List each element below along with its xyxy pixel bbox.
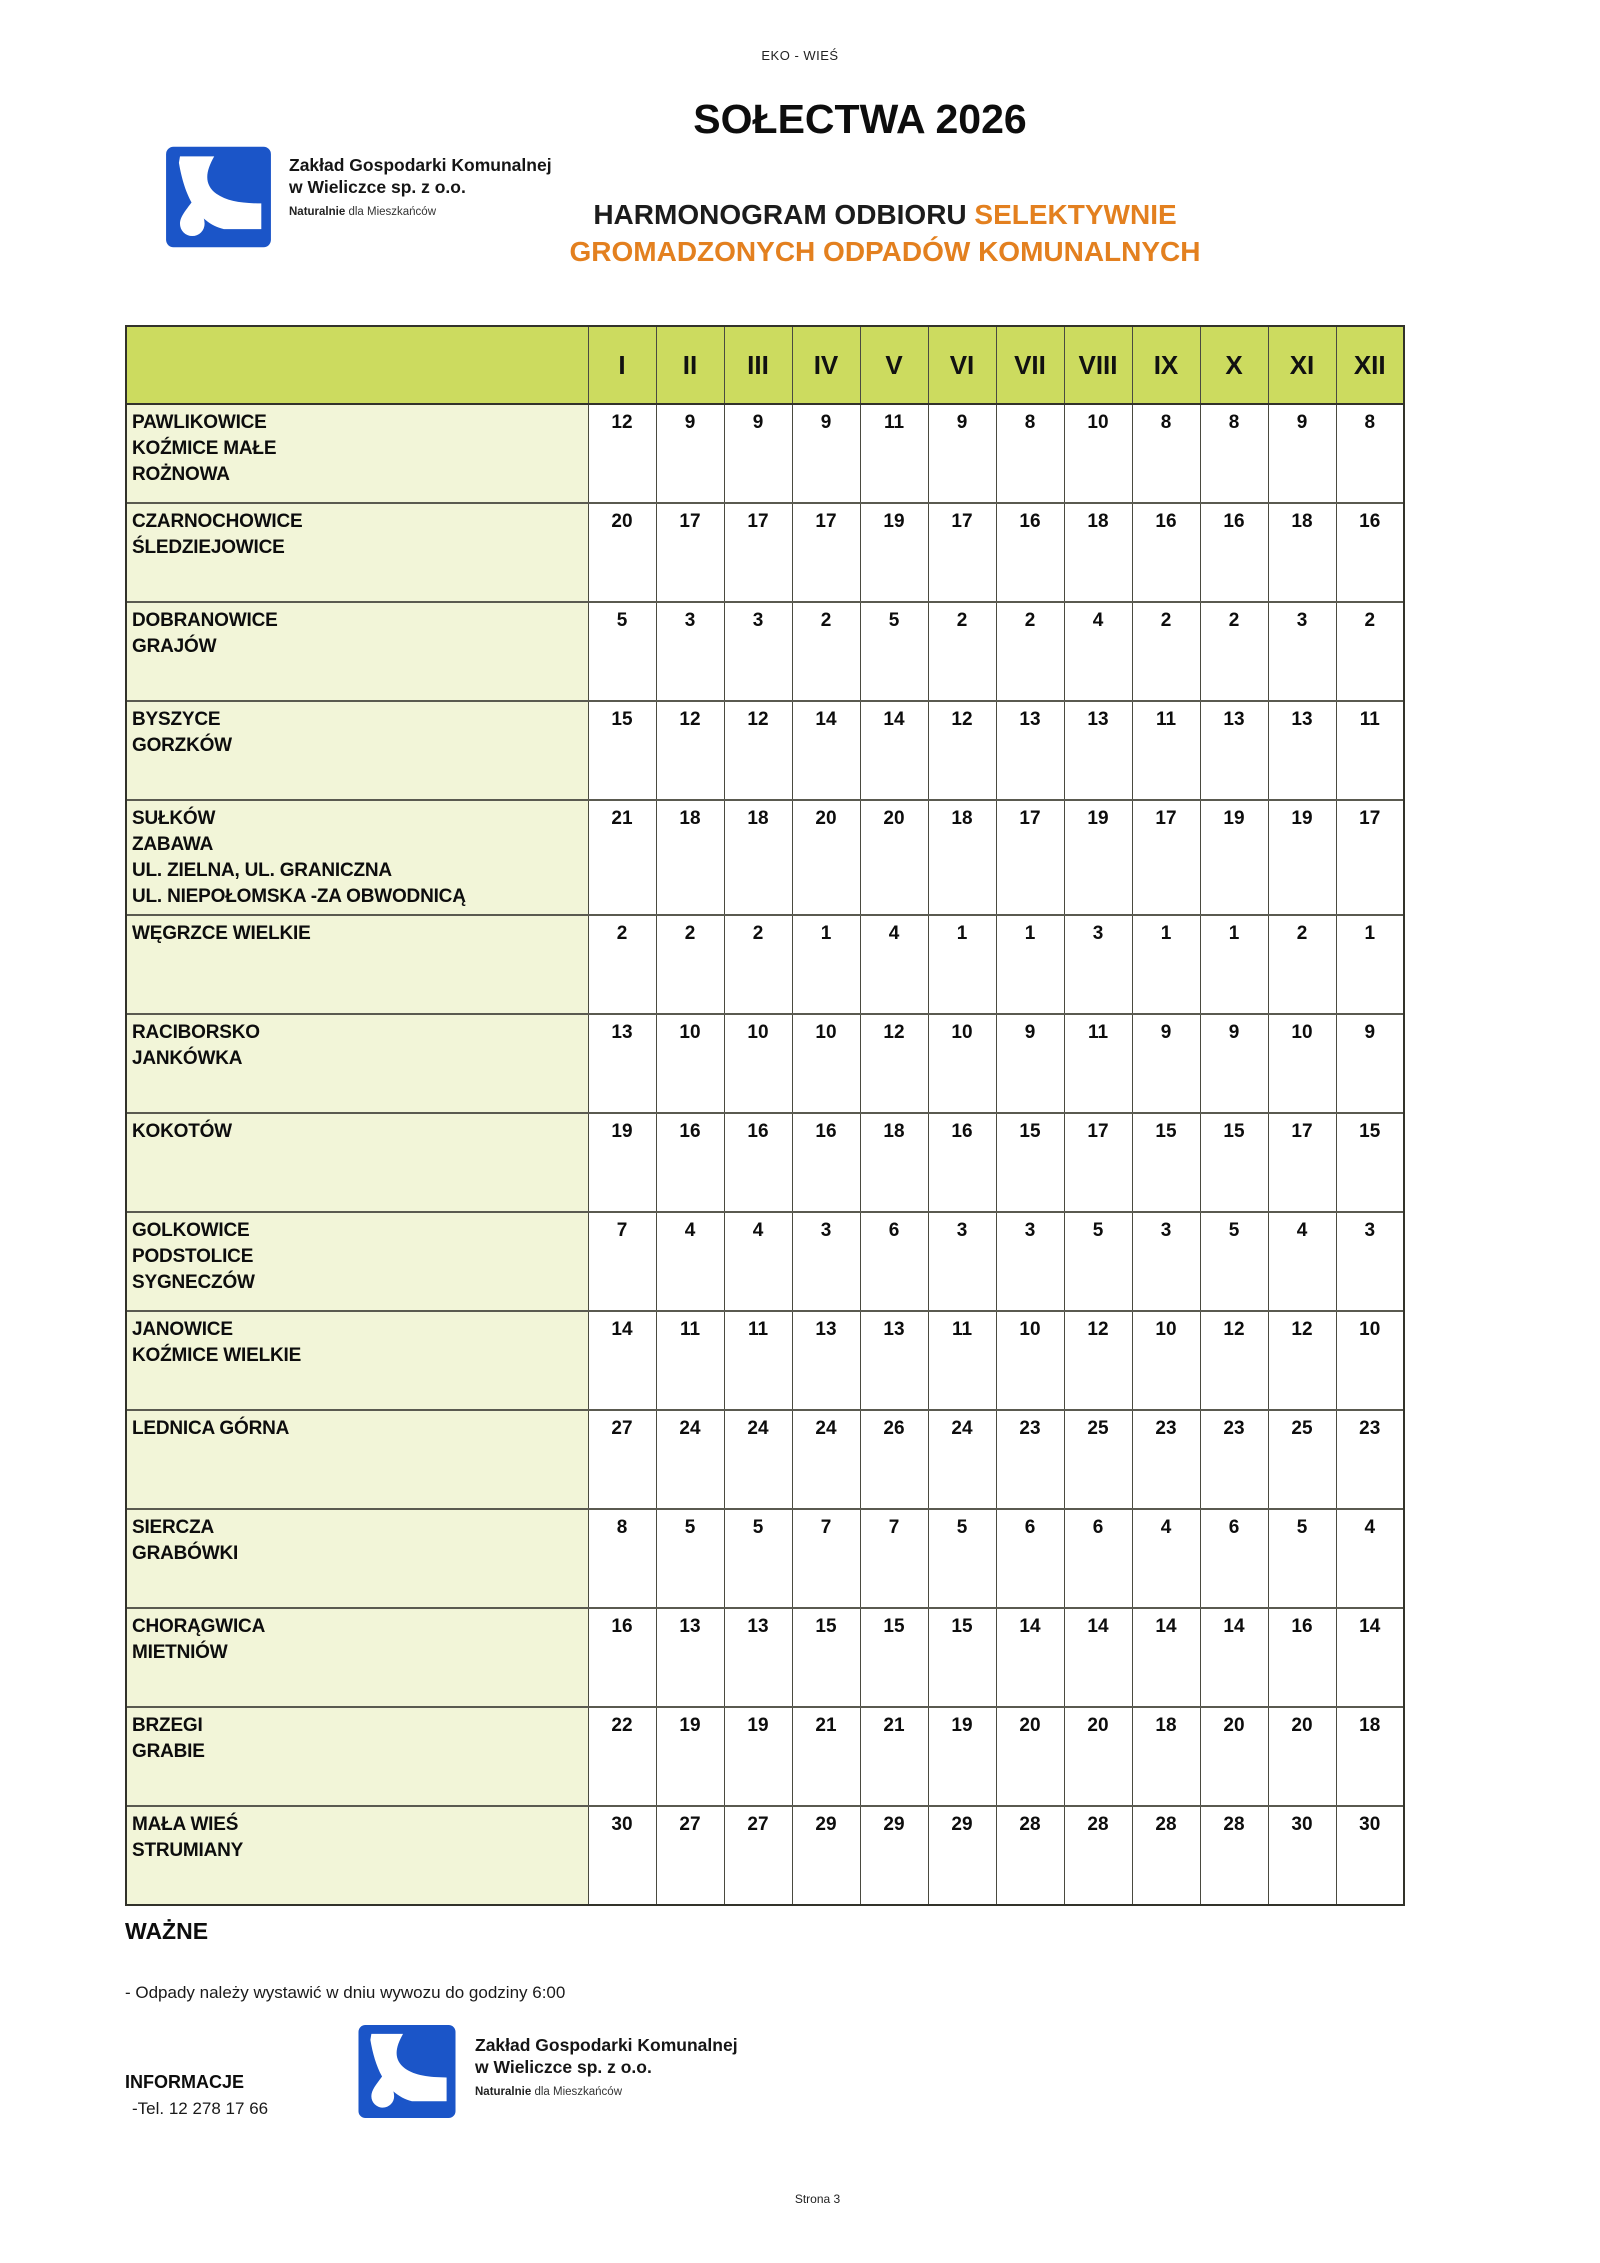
day-cell: 17 (928, 503, 996, 602)
day-cell: 20 (996, 1707, 1064, 1806)
table-row (126, 701, 1404, 800)
day-cell: 12 (656, 701, 724, 800)
day-cell: 23 (1200, 1410, 1268, 1509)
day-cell: 5 (724, 1509, 792, 1608)
day-cell: 5 (860, 602, 928, 701)
village-name: KOKOTÓW (132, 1121, 232, 1142)
day-cell: 2 (792, 602, 860, 701)
day-cell: 28 (1132, 1806, 1200, 1905)
day-cell: 9 (656, 404, 724, 503)
day-cell: 24 (928, 1410, 996, 1509)
day-cell: 30 (588, 1806, 656, 1905)
village-names-cell (126, 800, 588, 915)
table-row (126, 1608, 1404, 1707)
schedule-table-body (126, 404, 1404, 1905)
village-name: GRAJÓW (132, 636, 217, 657)
village-name: SUŁKÓW (132, 808, 216, 829)
month-header-III: III (724, 326, 792, 404)
table-row (126, 602, 1404, 701)
month-header-XI: XI (1268, 326, 1336, 404)
day-cell: 22 (588, 1707, 656, 1806)
month-header-X: X (1200, 326, 1268, 404)
info-block (125, 2072, 268, 2119)
village-name: UL. NIEPOŁOMSKA -ZA OBWODNICĄ (132, 886, 466, 907)
table-row (126, 1707, 1404, 1806)
village-name: DOBRANOWICE (132, 610, 278, 631)
day-cell: 15 (588, 701, 656, 800)
day-cell: 11 (928, 1311, 996, 1410)
day-cell: 21 (860, 1707, 928, 1806)
day-cell: 12 (724, 701, 792, 800)
village-name: LEDNICA GÓRNA (132, 1418, 290, 1439)
month-header-VII: VII (996, 326, 1064, 404)
zgk-logo-text: ZGK (224, 207, 258, 226)
village-name: GRABÓWKI (132, 1543, 239, 1564)
village-name: KOŹMICE WIELKIE (132, 1345, 302, 1366)
table-row (126, 915, 1404, 1014)
info-phone: -Tel. 12 278 17 66 (132, 2099, 269, 2118)
day-cell: 11 (656, 1311, 724, 1410)
day-cell: 10 (1064, 404, 1132, 503)
month-header-IV: IV (792, 326, 860, 404)
village-names-cell (126, 701, 588, 800)
day-cell: 20 (1200, 1707, 1268, 1806)
day-cell: 28 (996, 1806, 1064, 1905)
month-header-row (126, 326, 1404, 404)
day-cell: 11 (1132, 701, 1200, 800)
table-row (126, 800, 1404, 915)
month-header-XII: XII (1336, 326, 1404, 404)
day-cell: 21 (588, 800, 656, 915)
day-cell: 7 (792, 1509, 860, 1608)
month-header-V: V (860, 326, 928, 404)
day-cell: 28 (1200, 1806, 1268, 1905)
day-cell: 23 (1132, 1410, 1200, 1509)
day-cell: 8 (1200, 404, 1268, 503)
day-cell: 19 (1200, 800, 1268, 915)
table-row (126, 1311, 1404, 1410)
day-cell: 27 (588, 1410, 656, 1509)
company-tagline: Naturalnie dla Mieszkańców (475, 2086, 623, 2098)
day-cell: 19 (656, 1707, 724, 1806)
month-header-VIII: VIII (1064, 326, 1132, 404)
day-cell: 24 (792, 1410, 860, 1509)
page-subtitle (280, 196, 1490, 270)
day-cell: 16 (1336, 503, 1404, 602)
info-heading: INFORMACJE (125, 2072, 245, 2092)
day-cell: 11 (1336, 701, 1404, 800)
day-cell: 19 (724, 1707, 792, 1806)
day-cell: 25 (1268, 1410, 1336, 1509)
day-cell: 9 (1200, 1014, 1268, 1113)
village-name: BRZEGI (132, 1715, 203, 1736)
day-cell: 2 (996, 602, 1064, 701)
day-cell: 3 (1132, 1212, 1200, 1311)
day-cell: 29 (928, 1806, 996, 1905)
day-cell: 12 (1064, 1311, 1132, 1410)
day-cell: 10 (1336, 1311, 1404, 1410)
day-cell: 14 (1336, 1608, 1404, 1707)
day-cell: 14 (1064, 1608, 1132, 1707)
village-names-cell (126, 503, 588, 602)
day-cell: 8 (588, 1509, 656, 1608)
day-cell: 13 (1064, 701, 1132, 800)
day-cell: 13 (656, 1608, 724, 1707)
village-name: GORZKÓW (132, 735, 232, 756)
day-cell: 12 (928, 701, 996, 800)
day-cell: 18 (928, 800, 996, 915)
village-name: ZABAWA (132, 834, 214, 855)
day-cell: 20 (860, 800, 928, 915)
day-cell: 17 (656, 503, 724, 602)
day-cell: 18 (1336, 1707, 1404, 1806)
day-cell: 10 (1268, 1014, 1336, 1113)
day-cell: 11 (724, 1311, 792, 1410)
village-names-cell (126, 1707, 588, 1806)
month-header-II: II (656, 326, 724, 404)
day-cell: 3 (724, 602, 792, 701)
village-name: MAŁA WIEŚ (132, 1814, 239, 1835)
day-cell: 23 (996, 1410, 1064, 1509)
village-names-cell (126, 1410, 588, 1509)
village-names-cell (126, 1509, 588, 1608)
village-name: CHORĄGWICA (132, 1616, 266, 1637)
day-cell: 4 (1268, 1212, 1336, 1311)
day-cell: 10 (1132, 1311, 1200, 1410)
corner-cell (126, 326, 588, 404)
subtitle-orange-part2: GROMADZONYCH ODPADÓW KOMUNALNYCH (569, 236, 1201, 267)
day-cell: 15 (860, 1608, 928, 1707)
village-name: GOLKOWICE (132, 1220, 250, 1241)
day-cell: 27 (656, 1806, 724, 1905)
day-cell: 17 (1268, 1113, 1336, 1212)
village-names-cell (126, 915, 588, 1014)
day-cell: 14 (588, 1311, 656, 1410)
subtitle-orange-part1: SELEKTYWNIE (974, 199, 1177, 230)
day-cell: 4 (1064, 602, 1132, 701)
day-cell: 19 (928, 1707, 996, 1806)
day-cell: 17 (1132, 800, 1200, 915)
day-cell: 17 (1336, 800, 1404, 915)
day-cell: 5 (1268, 1509, 1336, 1608)
company-name-line2: w Wieliczce sp. z o.o. (475, 2057, 652, 2077)
table-row (126, 1509, 1404, 1608)
day-cell: 2 (1132, 602, 1200, 701)
day-cell: 16 (928, 1113, 996, 1212)
day-cell: 7 (588, 1212, 656, 1311)
day-cell: 1 (1200, 915, 1268, 1014)
day-cell: 23 (1336, 1410, 1404, 1509)
day-cell: 18 (1064, 503, 1132, 602)
day-cell: 11 (1064, 1014, 1132, 1113)
day-cell: 7 (860, 1509, 928, 1608)
day-cell: 20 (792, 800, 860, 915)
village-name: WĘGRZCE WIELKIE (132, 923, 311, 944)
day-cell: 9 (928, 404, 996, 503)
day-cell: 15 (928, 1608, 996, 1707)
day-cell: 18 (724, 800, 792, 915)
day-cell: 6 (1200, 1509, 1268, 1608)
company-name-line2: w Wieliczce sp. z o.o. (289, 177, 466, 197)
edition-label: EKO - WIEŚ (761, 48, 839, 63)
table-row (126, 1806, 1404, 1905)
day-cell: 1 (928, 915, 996, 1014)
table-row (126, 1014, 1404, 1113)
day-cell: 26 (860, 1410, 928, 1509)
day-cell: 16 (588, 1608, 656, 1707)
table-row (126, 503, 1404, 602)
day-cell: 1 (792, 915, 860, 1014)
village-names-cell (126, 1113, 588, 1212)
village-name: JANKÓWKA (132, 1048, 243, 1069)
important-heading: WAŻNE (125, 1918, 209, 1944)
day-cell: 16 (656, 1113, 724, 1212)
day-cell: 15 (1132, 1113, 1200, 1212)
village-name: CZARNOCHOWICE (132, 511, 303, 532)
table-row (126, 1212, 1404, 1311)
village-names-cell (126, 1608, 588, 1707)
day-cell: 13 (588, 1014, 656, 1113)
day-cell: 12 (588, 404, 656, 503)
day-cell: 4 (656, 1212, 724, 1311)
day-cell: 13 (996, 701, 1064, 800)
day-cell: 13 (1200, 701, 1268, 800)
day-cell: 21 (792, 1707, 860, 1806)
footer-company-name-block (475, 2022, 738, 2098)
day-cell: 1 (996, 915, 1064, 1014)
day-cell: 30 (1268, 1806, 1336, 1905)
day-cell: 5 (656, 1509, 724, 1608)
day-cell: 19 (860, 503, 928, 602)
day-cell: 3 (1268, 602, 1336, 701)
day-cell: 16 (1200, 503, 1268, 602)
village-name: GRABIE (132, 1741, 205, 1762)
day-cell: 9 (1268, 404, 1336, 503)
day-cell: 2 (588, 915, 656, 1014)
day-cell: 5 (1200, 1212, 1268, 1311)
day-cell: 3 (1064, 915, 1132, 1014)
day-cell: 20 (1268, 1707, 1336, 1806)
day-cell: 4 (1336, 1509, 1404, 1608)
day-cell: 20 (1064, 1707, 1132, 1806)
day-cell: 18 (1132, 1707, 1200, 1806)
day-cell: 15 (996, 1113, 1064, 1212)
village-name: SIERCZA (132, 1517, 214, 1538)
day-cell: 28 (1064, 1806, 1132, 1905)
day-cell: 3 (928, 1212, 996, 1311)
table-row (126, 1113, 1404, 1212)
day-cell: 1 (1336, 915, 1404, 1014)
day-cell: 2 (724, 915, 792, 1014)
day-cell: 11 (860, 404, 928, 503)
village-name: RACIBORSKO (132, 1022, 260, 1043)
day-cell: 14 (860, 701, 928, 800)
day-cell: 10 (928, 1014, 996, 1113)
day-cell: 16 (1268, 1608, 1336, 1707)
month-header-IX: IX (1132, 326, 1200, 404)
village-names-cell (126, 602, 588, 701)
day-cell: 17 (724, 503, 792, 602)
village-names-cell (126, 1014, 588, 1113)
day-cell: 14 (996, 1608, 1064, 1707)
zgk-logo-icon (165, 142, 272, 252)
day-cell: 5 (588, 602, 656, 701)
day-cell: 9 (996, 1014, 1064, 1113)
day-cell: 8 (1336, 404, 1404, 503)
day-cell: 13 (860, 1311, 928, 1410)
collection-schedule-table (125, 325, 1405, 1906)
day-cell: 25 (1064, 1410, 1132, 1509)
day-cell: 20 (588, 503, 656, 602)
day-cell: 13 (724, 1608, 792, 1707)
day-cell: 19 (1064, 800, 1132, 915)
day-cell: 9 (1132, 1014, 1200, 1113)
day-cell: 12 (1268, 1311, 1336, 1410)
day-cell: 2 (928, 602, 996, 701)
day-cell: 29 (792, 1806, 860, 1905)
day-cell: 2 (656, 915, 724, 1014)
day-cell: 14 (792, 701, 860, 800)
village-name: PODSTOLICE (132, 1246, 254, 1267)
day-cell: 15 (792, 1608, 860, 1707)
village-name: KOŹMICE MAŁE (132, 438, 277, 459)
day-cell: 10 (656, 1014, 724, 1113)
day-cell: 14 (1132, 1608, 1200, 1707)
day-cell: 15 (1200, 1113, 1268, 1212)
day-cell: 10 (724, 1014, 792, 1113)
day-cell: 24 (724, 1410, 792, 1509)
village-name: MIETNIÓW (132, 1642, 228, 1663)
schedule-table-head (126, 326, 1404, 404)
day-cell: 3 (656, 602, 724, 701)
day-cell: 9 (792, 404, 860, 503)
table-row (126, 1410, 1404, 1509)
day-cell: 1 (1132, 915, 1200, 1014)
zgk-logo-text: ZGK (412, 2082, 444, 2099)
day-cell: 29 (860, 1806, 928, 1905)
day-cell: 9 (1336, 1014, 1404, 1113)
page-number: Strona 3 (794, 2192, 841, 2206)
day-cell: 13 (1268, 701, 1336, 800)
village-names-cell (126, 1212, 588, 1311)
zgk-logo-icon (356, 2022, 458, 2121)
day-cell: 19 (1268, 800, 1336, 915)
day-cell: 18 (656, 800, 724, 915)
day-cell: 2 (1200, 602, 1268, 701)
day-cell: 17 (792, 503, 860, 602)
company-tagline: Naturalnie dla Mieszkańców (289, 206, 437, 218)
page-title: SOŁECTWA 2026 (693, 96, 1027, 142)
day-cell: 5 (1064, 1212, 1132, 1311)
day-cell: 4 (860, 915, 928, 1014)
village-names-cell (126, 404, 588, 503)
day-cell: 4 (724, 1212, 792, 1311)
day-cell: 3 (1336, 1212, 1404, 1311)
village-name: ROŻNOWA (132, 464, 230, 485)
village-name: BYSZYCE (132, 709, 221, 730)
day-cell: 27 (724, 1806, 792, 1905)
day-cell: 16 (1132, 503, 1200, 602)
month-header-VI: VI (928, 326, 996, 404)
day-cell: 10 (996, 1311, 1064, 1410)
day-cell: 2 (1268, 915, 1336, 1014)
day-cell: 6 (860, 1212, 928, 1311)
day-cell: 12 (860, 1014, 928, 1113)
subtitle-black-part: HARMONOGRAM ODBIORU (593, 199, 975, 230)
footer-logo-block (356, 2022, 738, 2121)
company-name-line1: Zakład Gospodarki Komunalnej (475, 2035, 738, 2055)
day-cell: 17 (1064, 1113, 1132, 1212)
day-cell: 30 (1336, 1806, 1404, 1905)
day-cell: 9 (724, 404, 792, 503)
day-cell: 16 (792, 1113, 860, 1212)
company-name-line1: Zakład Gospodarki Komunalnej (289, 155, 552, 175)
day-cell: 6 (1064, 1509, 1132, 1608)
village-name: SYGNECZÓW (132, 1272, 255, 1293)
day-cell: 8 (1132, 404, 1200, 503)
village-names-cell (126, 1311, 588, 1410)
day-cell: 14 (1200, 1608, 1268, 1707)
day-cell: 24 (656, 1410, 724, 1509)
day-cell: 18 (860, 1113, 928, 1212)
day-cell: 2 (1336, 602, 1404, 701)
day-cell: 16 (724, 1113, 792, 1212)
day-cell: 13 (792, 1311, 860, 1410)
village-name: JANOWICE (132, 1319, 233, 1340)
day-cell: 6 (996, 1509, 1064, 1608)
day-cell: 8 (996, 404, 1064, 503)
village-name: PAWLIKOWICE (132, 412, 267, 433)
village-name: UL. ZIELNA, UL. GRANICZNA (132, 860, 392, 881)
day-cell: 15 (1336, 1113, 1404, 1212)
day-cell: 10 (792, 1014, 860, 1113)
day-cell: 3 (792, 1212, 860, 1311)
day-cell: 18 (1268, 503, 1336, 602)
day-cell: 19 (588, 1113, 656, 1212)
day-cell: 12 (1200, 1311, 1268, 1410)
day-cell: 16 (996, 503, 1064, 602)
day-cell: 3 (996, 1212, 1064, 1311)
village-name: ŚLEDZIEJOWICE (132, 537, 285, 558)
table-row (126, 404, 1404, 503)
month-header-I: I (588, 326, 656, 404)
day-cell: 5 (928, 1509, 996, 1608)
village-name: STRUMIANY (132, 1840, 244, 1861)
day-cell: 17 (996, 800, 1064, 915)
day-cell: 4 (1132, 1509, 1200, 1608)
village-names-cell (126, 1806, 588, 1905)
important-note: - Odpady należy wystawić w dniu wywozu do godziny 6:00 (125, 1983, 566, 2002)
